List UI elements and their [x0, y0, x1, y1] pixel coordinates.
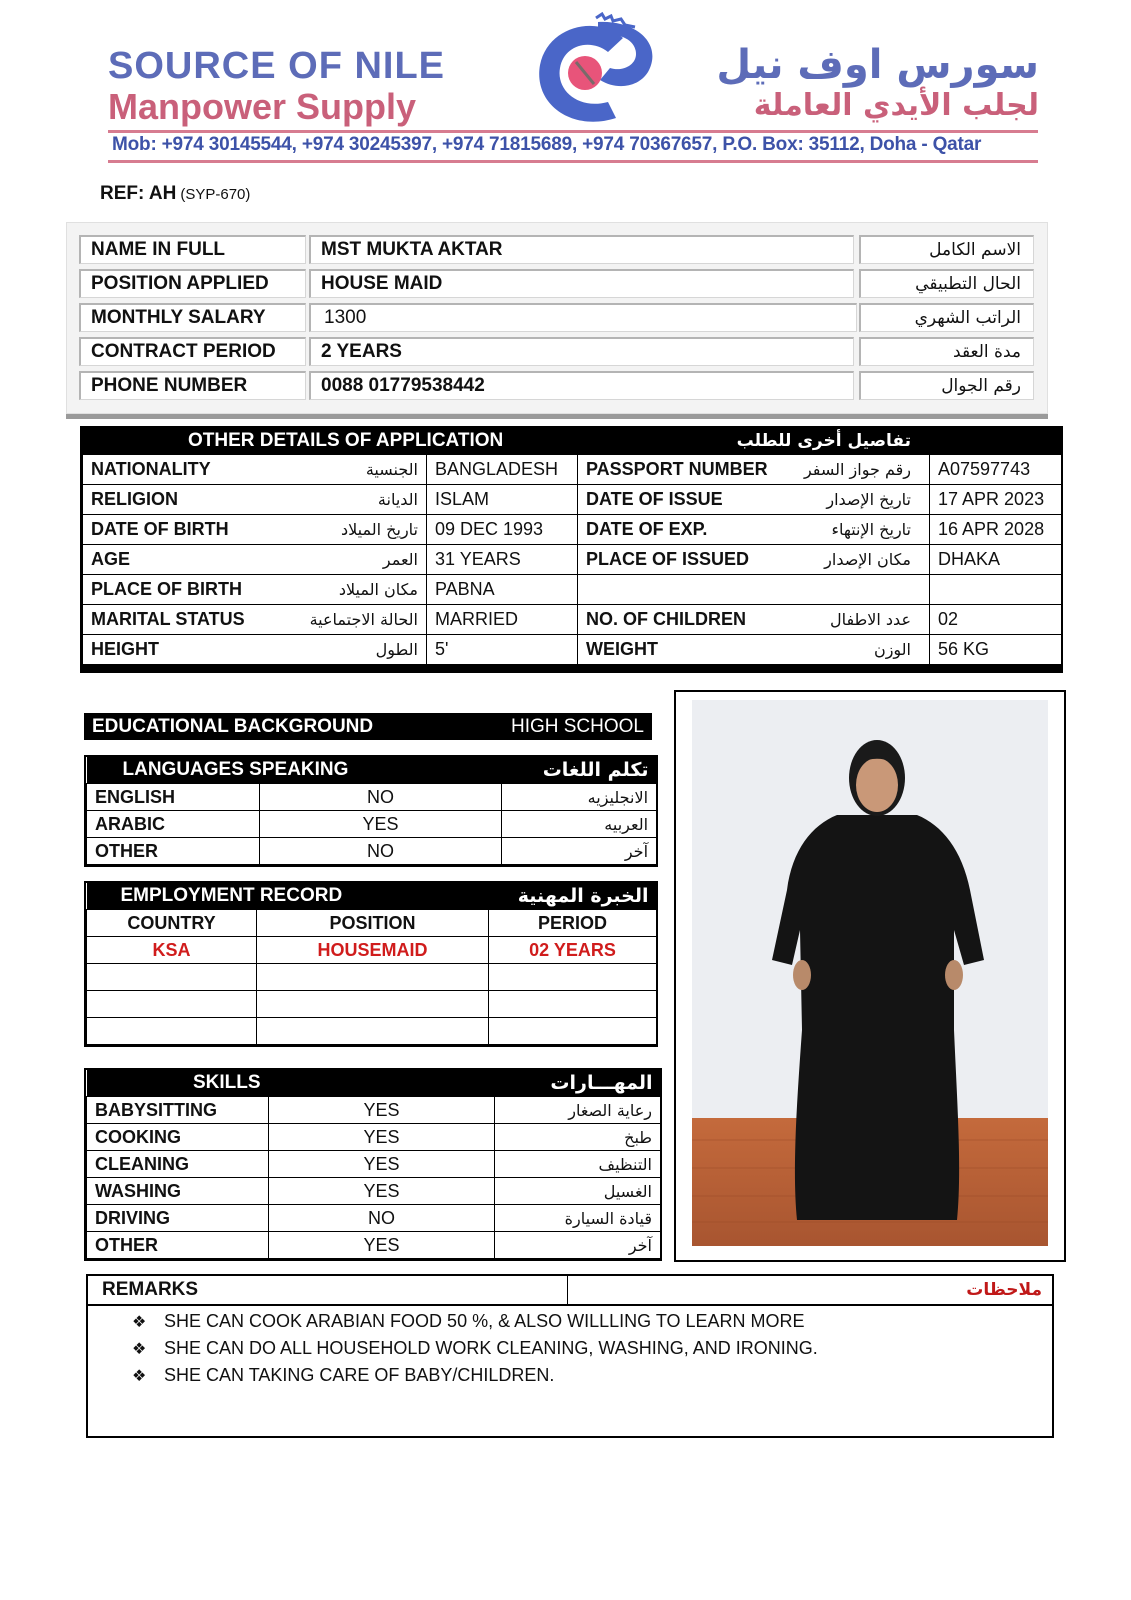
- details-left-label-cell: [83, 605, 427, 635]
- remark-text: SHE CAN COOK ARABIAN FOOD 50 %, & ALSO WILLLING TO LEARN MORE: [164, 1311, 805, 1331]
- employment-period: 02 YEARS: [489, 937, 657, 964]
- info-value: HOUSE MAID: [309, 269, 854, 298]
- info-row-phone: [79, 371, 1037, 399]
- info-row-name: [79, 235, 1037, 263]
- details-right-value: 56 KG: [930, 635, 1062, 665]
- details-left-label-wrap: [91, 579, 418, 600]
- employment-title: EMPLOYMENT RECORD: [87, 883, 489, 910]
- language-value: NO: [260, 838, 502, 865]
- details-right-label-ar: عدد الاطفال: [829, 610, 911, 629]
- education-value: HIGH SCHOOL: [510, 715, 644, 737]
- details-left-label-cell: [83, 515, 427, 545]
- language-row: [87, 784, 657, 811]
- employment-empty-cell: [87, 1018, 257, 1045]
- details-left-label-ar: الطول: [375, 640, 418, 659]
- skill-name-ar: قيادة السيارة: [495, 1205, 661, 1232]
- info-label: MONTHLY SALARY: [79, 303, 306, 332]
- info-label-ar: مدة العقد: [859, 337, 1034, 366]
- skills-table: [84, 1068, 662, 1261]
- employment-position: HOUSEMAID: [257, 937, 489, 964]
- language-value: NO: [260, 784, 502, 811]
- skill-name-ar: طبخ: [495, 1124, 661, 1151]
- skill-row: [87, 1097, 661, 1124]
- info-value: 1300: [309, 303, 857, 332]
- education-bar: [84, 713, 652, 740]
- skill-value: YES: [269, 1151, 495, 1178]
- details-left-value: ISLAM: [427, 485, 578, 515]
- details-left-value: 09 DEC 1993: [427, 515, 578, 545]
- details-row: [83, 575, 1062, 605]
- skill-row: [87, 1232, 661, 1259]
- other-details-title: OTHER DETAILS OF APPLICATION: [82, 428, 577, 454]
- info-label-ar: الاسم الكامل: [859, 235, 1034, 264]
- employment-empty-cell: [257, 964, 489, 991]
- details-row: [83, 485, 1062, 515]
- details-left-label: HEIGHT: [91, 639, 160, 659]
- skill-value: YES: [269, 1097, 495, 1124]
- details-left-value: MARRIED: [427, 605, 578, 635]
- remarks-list: [132, 1308, 818, 1389]
- details-right-label-cell: [578, 515, 930, 545]
- info-label: PHONE NUMBER: [79, 371, 306, 400]
- details-right-label: PLACE OF ISSUED: [586, 549, 750, 569]
- skill-name-ar: الغسيل: [495, 1178, 661, 1205]
- diamond-bullet-icon: ❖: [132, 1368, 147, 1385]
- employment-empty-row: [87, 1018, 657, 1045]
- details-left-label: MARITAL STATUS: [91, 609, 245, 629]
- reference-label: REF: AH: [100, 183, 177, 204]
- skill-value: YES: [269, 1178, 495, 1205]
- skill-name-ar: التنظيف: [495, 1151, 661, 1178]
- details-right-label-cell: [578, 605, 930, 635]
- reference: [100, 183, 250, 205]
- skill-value: YES: [269, 1232, 495, 1259]
- details-row: [83, 635, 1062, 665]
- remark-item: [132, 1362, 818, 1389]
- remark-text: SHE CAN DO ALL HOUSEHOLD WORK CLEANING, WASHING, AND IRONING.: [164, 1338, 818, 1358]
- skills-header-spacer: [269, 1070, 495, 1097]
- skill-value: NO: [269, 1205, 495, 1232]
- details-left-label: RELIGION: [91, 489, 179, 509]
- details-left-label-ar: الديانة: [377, 490, 418, 509]
- skills-title-ar: المهـــارات: [495, 1070, 661, 1097]
- skill-name: COOKING: [87, 1124, 269, 1151]
- employment-table: [84, 881, 658, 1047]
- details-left-label-ar: الحالة الاجتماعية: [309, 610, 418, 629]
- candidate-photo-frame: [674, 690, 1066, 1262]
- language-row: [87, 838, 657, 865]
- details-right-value: 16 APR 2028: [930, 515, 1062, 545]
- details-right-label-ar: تاريخ الإنتهاء: [831, 520, 911, 539]
- language-name: ARABIC: [87, 811, 260, 838]
- details-right-label-wrap: [586, 489, 921, 510]
- details-left-label-cell: [83, 485, 427, 515]
- info-label-ar: الراتب الشهري: [859, 303, 1034, 332]
- info-label-ar: رقم الجوال: [859, 371, 1034, 400]
- details-right-value: DHAKA: [930, 545, 1062, 575]
- skill-name: BABYSITTING: [87, 1097, 269, 1124]
- header-divider-top: [108, 130, 1038, 133]
- skill-row: [87, 1151, 661, 1178]
- details-row: [83, 515, 1062, 545]
- details-left-label-wrap: [91, 489, 418, 510]
- info-value: MST MUKTA AKTAR: [309, 235, 854, 264]
- details-left-label-wrap: [91, 549, 418, 570]
- details-left-label-wrap: [91, 459, 418, 480]
- details-right-label-ar: مكان الإصدار: [824, 550, 911, 569]
- company-logo-icon: [528, 10, 668, 130]
- employment-empty-row: [87, 991, 657, 1018]
- info-row-position: [79, 269, 1037, 297]
- details-right-value: 02: [930, 605, 1062, 635]
- info-label: POSITION APPLIED: [79, 269, 306, 298]
- details-right-label: NO. OF CHILDREN: [586, 609, 746, 629]
- skill-row: [87, 1124, 661, 1151]
- contact-info: Mob: +974 30145544, +974 30245397, +974 71815689, +974 70367657, P.O. Box: 35112, Doha - Qatar: [112, 134, 982, 155]
- details-left-label-cell: [83, 545, 427, 575]
- employment-header: [87, 883, 657, 910]
- details-left-label: PLACE OF BIRTH: [91, 579, 242, 599]
- skill-name-ar: آخر: [495, 1232, 661, 1259]
- employment-empty-cell: [489, 991, 657, 1018]
- details-right-label-ar: الوزن: [873, 640, 911, 659]
- language-value: YES: [260, 811, 502, 838]
- details-left-label: AGE: [91, 549, 131, 569]
- candidate-photo: [692, 700, 1048, 1246]
- skill-row: [87, 1178, 661, 1205]
- details-left-label-ar: تاريخ الميلاد: [341, 520, 418, 539]
- details-right-label-cell: [578, 455, 930, 485]
- details-right-label-wrap: [586, 639, 921, 660]
- other-details-header: [82, 428, 1061, 454]
- details-right-label-ar: تاريخ الإصدار: [826, 490, 911, 509]
- remarks-header: [88, 1276, 1052, 1306]
- language-name-ar: آخر: [502, 838, 657, 865]
- details-right-value: 17 APR 2023: [930, 485, 1062, 515]
- info-value: 2 YEARS: [309, 337, 854, 366]
- details-right-label: DATE OF EXP.: [586, 519, 708, 539]
- employment-empty-cell: [257, 991, 489, 1018]
- details-left-value: PABNA: [427, 575, 578, 605]
- details-left-label-cell: [83, 575, 427, 605]
- employment-column-headers: [87, 910, 657, 937]
- diamond-bullet-icon: ❖: [132, 1341, 147, 1358]
- company-name-ar: سورس اوف نيل: [716, 42, 1039, 88]
- remarks-title-ar: ملاحظات: [966, 1280, 1042, 1300]
- details-right-label-cell: [578, 575, 930, 605]
- details-right-label: WEIGHT: [586, 639, 658, 659]
- languages-title: LANGUAGES SPEAKING: [87, 757, 502, 784]
- employment-row: [87, 937, 657, 964]
- language-name-ar: الانجليزيه: [502, 784, 657, 811]
- info-value: 0088 01779538442: [309, 371, 854, 400]
- details-right-label-cell: [578, 635, 930, 665]
- skills-header: [87, 1070, 661, 1097]
- details-left-value: 31 YEARS: [427, 545, 578, 575]
- details-row: [83, 455, 1062, 485]
- details-right-label-cell: [578, 485, 930, 515]
- reference-code: (SYP-670): [180, 186, 251, 203]
- employment-country: KSA: [87, 937, 257, 964]
- other-details-table: [80, 426, 1063, 673]
- column-header-period: PERIOD: [489, 910, 657, 937]
- details-right-label-wrap: [586, 549, 921, 570]
- remark-item: [132, 1308, 818, 1335]
- column-header-position: POSITION: [257, 910, 489, 937]
- details-left-label-wrap: [91, 639, 418, 660]
- remark-item: [132, 1335, 818, 1362]
- column-header-country: COUNTRY: [87, 910, 257, 937]
- language-name: OTHER: [87, 838, 260, 865]
- employment-title-ar: الخبرة المهنية: [489, 883, 657, 910]
- info-label-ar: الحال التطبيقي: [859, 269, 1034, 298]
- skill-name: WASHING: [87, 1178, 269, 1205]
- company-name-en: SOURCE OF NILE: [108, 45, 446, 87]
- language-name: ENGLISH: [87, 784, 260, 811]
- details-row: [83, 545, 1062, 575]
- details-left-label-ar: الجنسية: [365, 460, 418, 479]
- employment-empty-cell: [87, 991, 257, 1018]
- details-left-value: 5': [427, 635, 578, 665]
- remarks-box: [86, 1274, 1054, 1438]
- details-right-value: [930, 575, 1062, 605]
- skill-name-ar: رعاية الصغار: [495, 1097, 661, 1124]
- language-row: [87, 811, 657, 838]
- info-row-salary: [79, 303, 1037, 331]
- details-right-label-wrap: [586, 609, 921, 630]
- details-left-label-wrap: [91, 519, 418, 540]
- employment-empty-cell: [489, 964, 657, 991]
- employment-empty-cell: [489, 1018, 657, 1045]
- header-divider-bottom: [108, 160, 1038, 163]
- info-row-contract: [79, 337, 1037, 365]
- diamond-bullet-icon: ❖: [132, 1314, 147, 1331]
- other-details-title-ar: تفاصيل أخرى للطلب: [577, 428, 1061, 454]
- languages-header: [87, 757, 657, 784]
- details-left-label: DATE OF BIRTH: [91, 519, 229, 539]
- skill-row: [87, 1205, 661, 1232]
- primary-info-table: [66, 222, 1048, 414]
- details-left-label-ar: العمر: [382, 550, 418, 569]
- details-left-label-wrap: [91, 609, 418, 630]
- remarks-title: REMARKS: [88, 1276, 568, 1304]
- employment-empty-cell: [87, 964, 257, 991]
- details-right-label-wrap: [586, 519, 921, 540]
- info-label: CONTRACT PERIOD: [79, 337, 306, 366]
- details-row: [83, 605, 1062, 635]
- details-left-label-ar: مكان الميلاد: [338, 580, 418, 599]
- languages-title-ar: تكلم اللغات: [502, 757, 657, 784]
- employment-empty-cell: [257, 1018, 489, 1045]
- employment-empty-row: [87, 964, 657, 991]
- company-tagline-ar: لجلب الأيدي العاملة: [753, 88, 1039, 123]
- details-right-label-cell: [578, 545, 930, 575]
- details-left-label-cell: [83, 635, 427, 665]
- languages-table: [84, 755, 658, 867]
- remark-text: SHE CAN TAKING CARE OF BABY/CHILDREN.: [164, 1365, 555, 1385]
- details-right-label-wrap: [586, 459, 921, 480]
- skill-name: DRIVING: [87, 1205, 269, 1232]
- details-right-label-ar: رقم جواز السفر: [803, 460, 911, 479]
- education-label: EDUCATIONAL BACKGROUND: [92, 715, 374, 737]
- details-right-label: DATE OF ISSUE: [586, 489, 723, 509]
- candidate-photo-image: [692, 700, 1048, 1246]
- company-tagline-en: Manpower Supply: [108, 86, 417, 127]
- details-right-value: A07597743: [930, 455, 1062, 485]
- language-name-ar: العربيه: [502, 811, 657, 838]
- skill-name: CLEANING: [87, 1151, 269, 1178]
- details-right-label: PASSPORT NUMBER: [586, 459, 768, 479]
- details-left-value: BANGLADESH: [427, 455, 578, 485]
- details-left-label: NATIONALITY: [91, 459, 211, 479]
- skill-name: OTHER: [87, 1232, 269, 1259]
- skill-value: YES: [269, 1124, 495, 1151]
- skills-title: SKILLS: [87, 1070, 269, 1097]
- info-label: NAME IN FULL: [79, 235, 306, 264]
- details-left-label-cell: [83, 455, 427, 485]
